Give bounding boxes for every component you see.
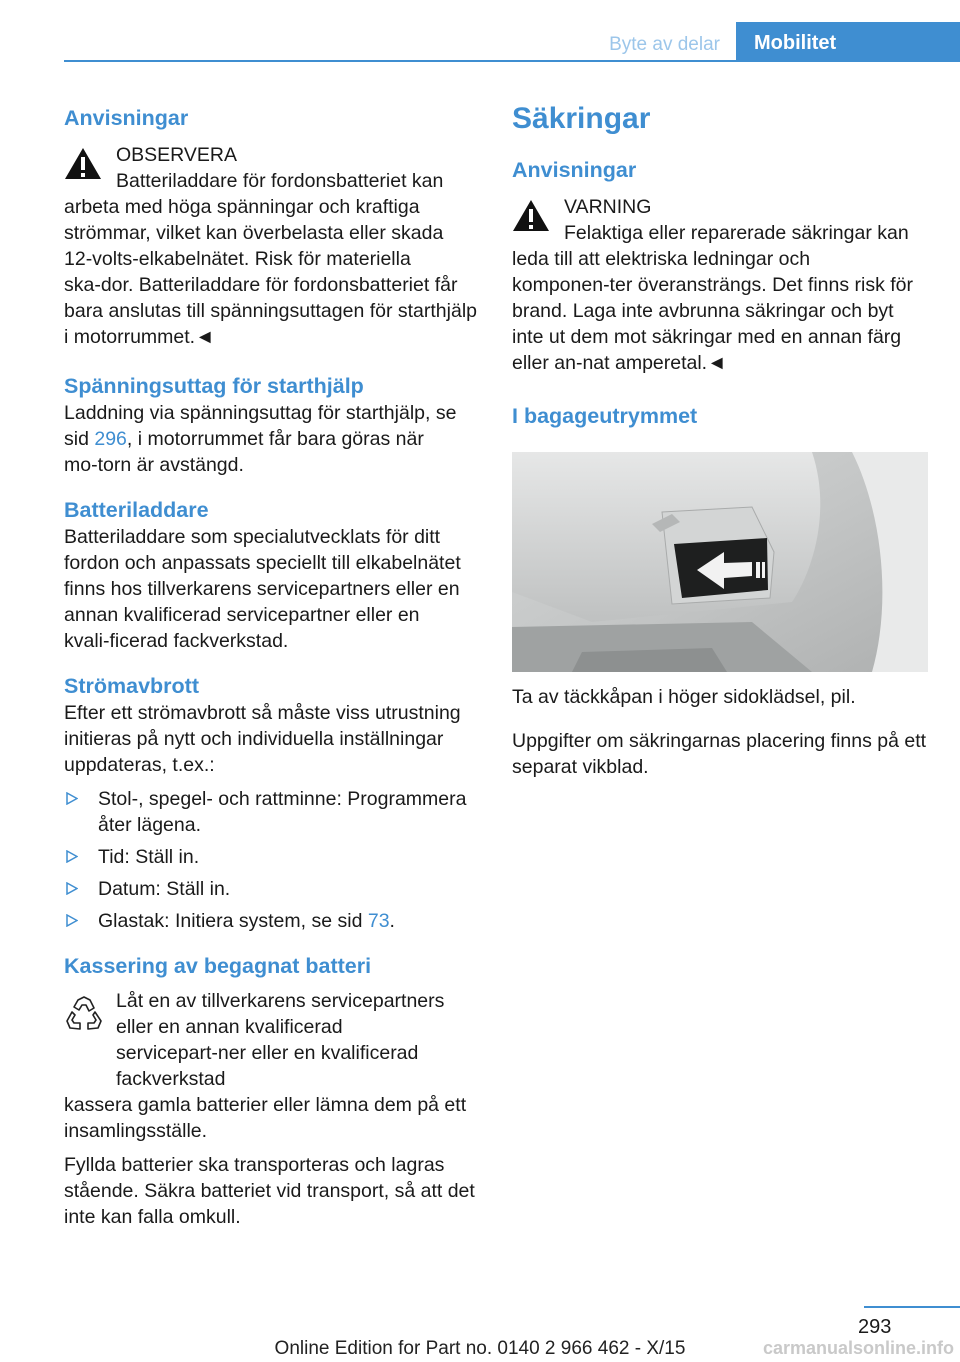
batteriladdare-paragraph: Batteriladdare som specialutvecklats för ditt fordon och anpassats speciellt till elkabelnätet finns hos tillverkarens servicepartners eller en annan kvalificerad servicepartner eller en kvali‑ficerad fackverkstad. xyxy=(64,526,461,652)
warning-icon xyxy=(512,198,550,232)
list-item-text: Glastak: Initiera system, se sid xyxy=(98,910,368,932)
varning-first-line: Felaktiga eller reparerade säkringar kan xyxy=(564,222,909,244)
observera-text: arbeta med höga spänningar och kraftiga strömmar, vilket kan överbelasta eller skada 12‑volts‑elkabelnätet. Risk för materiella ska‑dor. Batteriladdare för fordonsbatteriet får bara anslutas till spänningsuttagen för starthjälp i motorrummet.◄ xyxy=(64,196,478,348)
stromavbrott-list xyxy=(64,786,478,934)
header-section-tab[interactable]: Byte av delar xyxy=(609,34,720,55)
header-chapter-tab[interactable]: Mobilitet xyxy=(736,22,960,62)
heading-batteriladdare: Batteriladdare xyxy=(64,498,209,522)
heading-sakringar: Säkringar xyxy=(512,102,651,135)
warning-icon xyxy=(64,146,102,180)
heading-stromavbrott: Strömavbrott xyxy=(64,674,199,698)
kassering-first: Låt en av tillverkarens servicepartners eller en annan kvalificerad servicepart‑ner eller en kvalificerad fackverkstad xyxy=(116,990,445,1090)
list-item-text: Tid: Ställ in. xyxy=(98,846,200,868)
list-item xyxy=(64,786,478,838)
watermark: carmanualsonline.info xyxy=(762,1338,954,1358)
right-column-lower xyxy=(512,684,928,780)
triangle-bullet-icon xyxy=(66,914,78,927)
observera-first-line: Batteriladdare för fordonsbatteriet kan xyxy=(116,170,444,192)
heading-anvisningar-right: Anvisningar xyxy=(512,158,637,182)
heading-bagageutrymmet: I bagageutrymmet xyxy=(512,404,698,428)
list-item-text: Stol-, spegel- och rattminne: Programmera åter lägena. xyxy=(98,788,467,836)
spanning-text-post: , i motorrummet får bara göras när mo‑torn är avstängd. xyxy=(64,428,424,476)
page-link-296[interactable]: 296 xyxy=(94,428,127,450)
recycle-icon xyxy=(64,994,104,1038)
varning-text: leda till att elektriska ledningar och komponen‑ter överansträngs. Det finns risk för brand. Laga inte avbrunna säkringar och byt inte ut dem mot säkringar med en annan färg eller an‑nat amperetal.◄ xyxy=(512,248,914,374)
page-link-73[interactable]: 73 xyxy=(367,910,390,932)
stromavbrott-paragraph: Efter ett strömavbrott så måste viss utrustning initieras på nytt och individuella inställningar uppdateras, t.ex.: xyxy=(64,702,461,776)
triangle-bullet-icon xyxy=(66,882,78,895)
triangle-bullet-icon xyxy=(66,850,78,863)
uppgifter-paragraph: Uppgifter om säkringarnas placering finns på ett separat vikblad. xyxy=(512,730,927,778)
heading-spanningsuttag: Spänningsuttag för starthjälp xyxy=(64,374,364,398)
spanning-paragraph xyxy=(64,400,478,478)
list-item-text: Datum: Ställ in. xyxy=(98,878,231,900)
kassering-block xyxy=(64,988,478,1144)
left-column xyxy=(64,104,478,1230)
photo-caption: Ta av täckkåpan i höger sidoklädsel, pil. xyxy=(512,686,856,708)
triangle-bullet-icon xyxy=(66,792,78,805)
heading-kassering: Kassering av begagnat batteri xyxy=(64,954,372,978)
heading-anvisningar: Anvisningar xyxy=(64,106,189,130)
varning-label: VARNING xyxy=(564,196,652,218)
edition-footer: Online Edition for Part no. 0140 2 966 462 - X/15 xyxy=(274,1338,686,1359)
right-column xyxy=(512,102,928,430)
fyllda-paragraph: Fyllda batterier ska transporteras och lagras stående. Säkra batteriet vid transport, så att det inte kan falla omkull. xyxy=(64,1154,475,1228)
varning-block xyxy=(512,194,928,376)
footer-rule xyxy=(864,1306,960,1308)
observera-block xyxy=(64,142,478,350)
observera-label: OBSERVERA xyxy=(116,144,238,166)
trunk-fuse-cover-photo xyxy=(512,452,928,672)
kassering-text: kassera gamla batterier eller lämna dem på ett insamlingsställe. xyxy=(64,1094,467,1142)
list-item xyxy=(64,908,478,934)
spanning-text-pre: Laddning via spänningsuttag för starthjälp, se sid xyxy=(64,402,457,450)
page-number: 293 xyxy=(858,1316,892,1338)
trunk-illustration xyxy=(512,452,928,672)
list-item xyxy=(64,844,478,870)
list-item-text-post: . xyxy=(389,910,395,932)
list-item xyxy=(64,876,478,902)
header-rule xyxy=(64,60,960,62)
